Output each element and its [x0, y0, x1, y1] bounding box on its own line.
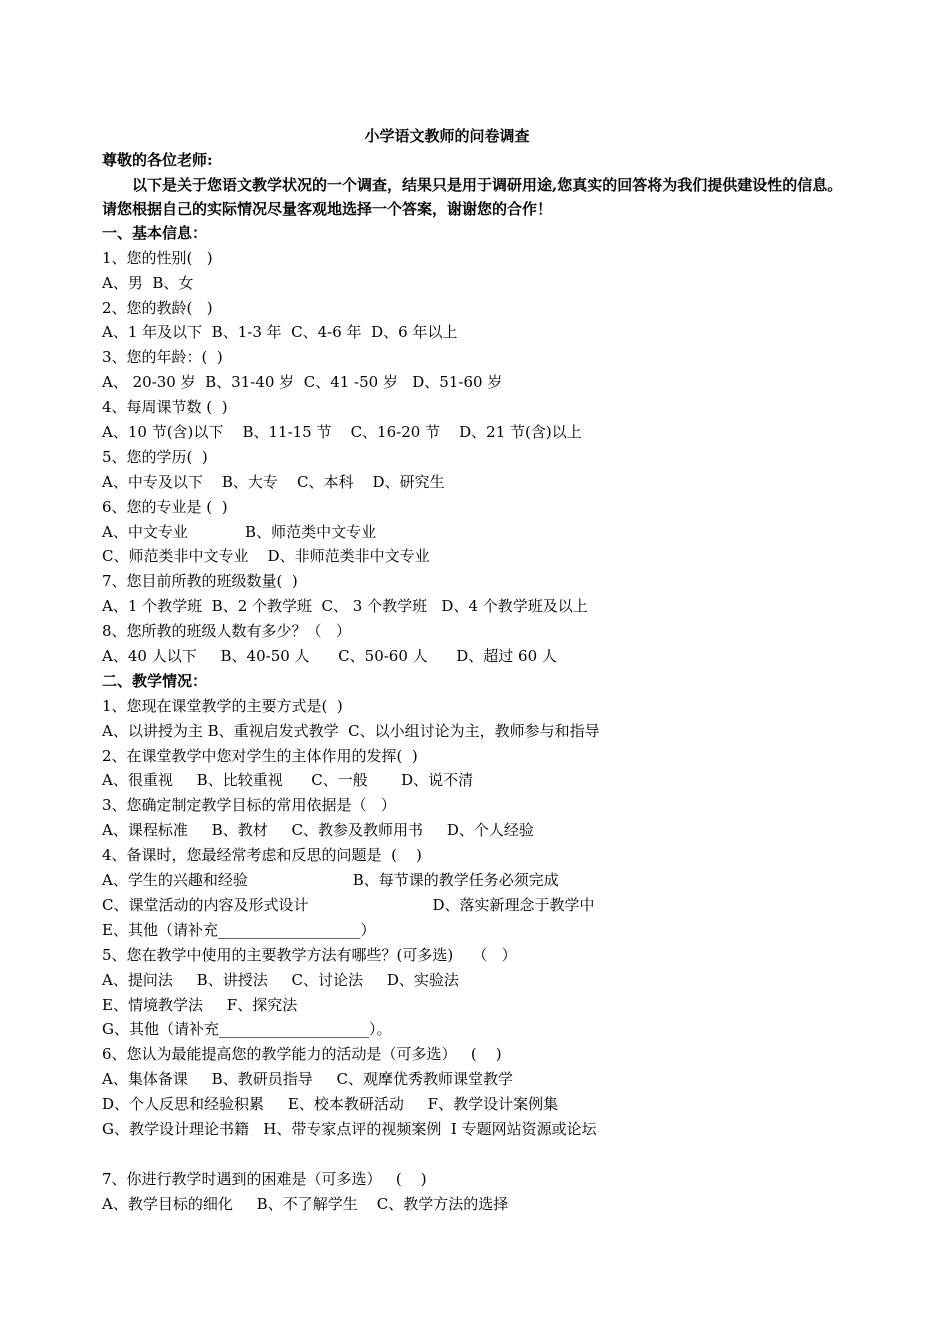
options-line: A、男 B、女 [102, 273, 194, 292]
question-line: 1、您现在课堂教学的主要方式是( ) [102, 696, 343, 715]
options-line: A、中专及以下 B、大专 C、本科 D、研究生 [102, 472, 445, 491]
options-line: A、1 个教学班 B、2 个教学班 C、 3 个教学班 D、4 个教学班及以上 [102, 597, 588, 616]
section-basic-info-heading: 一、基本信息： [102, 223, 208, 242]
basic-info-questions [102, 246, 862, 669]
question-line: 4、备课时，您最经常考虑和反思的问题是 ( ) [102, 846, 422, 865]
options-line: C、课堂活动的内容及形式设计 D、落实新理念于教学中 [102, 895, 595, 914]
question-line: 7、您目前所教的班级数量( ) [102, 572, 298, 591]
intro-paragraph: 以下是关于您语文教学状况的一个调查，结果只是用于调研用途,您真实的回答将为我们提供建设性的信息。请您根据自己的实际情况尽量客观地选择一个答案，谢谢您的合作！ [102, 175, 843, 218]
options-line: G、教学设计理论书籍 H、带专家点评的视频案例 I 专题网站资源或论坛 [102, 1119, 597, 1138]
options-line: A、学生的兴趣和经验 B、每节课的教学任务必须完成 [102, 871, 559, 890]
question-line: 7、你进行教学时遇到的困难是（可多选） ( ) [102, 1169, 427, 1188]
options-line: A、中文专业 B、师范类中文专业 [102, 522, 377, 541]
options-line: A、很重视 B、比较重视 C、一般 D、说不清 [102, 771, 474, 790]
section-teaching-heading: 二、教学情况： [102, 671, 208, 690]
options-line: A、 20-30 岁 B、31-40 岁 C、41 -50 岁 D、51-60 岁 [102, 373, 503, 392]
options-line: G、其他（请补充____________________）。 [102, 1020, 392, 1039]
question-line: 4、每周课节数 ( ) [102, 398, 228, 417]
document-page [102, 124, 862, 1217]
options-line: D、个人反思和经验积累 E、校本教研活动 F、教学设计案例集 [102, 1095, 559, 1114]
options-line: A、课程标准 B、教材 C、教参及教师用书 D、个人经验 [102, 821, 534, 840]
question-line: 5、您的学历( ) [102, 447, 208, 466]
options-line: A、教学目标的细化 B、不了解学生 C、教学方法的选择 [102, 1194, 509, 1213]
question-line: 2、您的教龄( ) [102, 298, 213, 317]
greeting: 尊敬的各位老师: [102, 151, 213, 169]
question-line: 6、您认为最能提高您的教学能力的活动是（可多选） ( ) [102, 1045, 502, 1064]
options-line: A、提问法 B、讲授法 C、讨论法 D、实验法 [102, 970, 459, 989]
question-line: 6、您的专业是 ( ) [102, 497, 228, 516]
options-line: A、10 节(含)以下 B、11-15 节 C、16-20 节 D、21 节(含)以上 [102, 423, 582, 442]
question-line: 3、您确定制定教学目标的常用依据是（ ） [102, 796, 396, 815]
question-line: 5、您在教学中使用的主要教学方法有哪些？(可多选) （ ） [102, 945, 517, 964]
question-line: 1、您的性别( ) [102, 248, 213, 267]
options-line: A、40 人以下 B、40-50 人 C、50-60 人 D、超过 60 人 [102, 647, 557, 666]
teaching-questions [102, 694, 862, 1217]
document-title: 小学语文教师的问卷调查 [364, 127, 530, 145]
blank-spacer [102, 1142, 862, 1167]
options-line: E、其他（请补充___________________） [102, 920, 376, 939]
options-line: A、1 年及以下 B、1-3 年 C、4-6 年 D、6 年以上 [102, 323, 458, 342]
options-line: A、以讲授为主 B、重视启发式教学 C、以小组讨论为主，教师参与和指导 [102, 721, 600, 740]
question-line: 8、您所教的班级人数有多少？（ ） [102, 622, 351, 641]
question-line: 2、在课堂教学中您对学生的主体作用的发挥( ) [102, 746, 418, 765]
options-line: E、情境教学法 F、探究法 [102, 995, 298, 1014]
options-line: C、师范类非中文专业 D、非师范类非中文专业 [102, 547, 430, 566]
question-line: 3、您的年龄：( ) [102, 348, 223, 367]
options-line: A、集体备课 B、教研员指导 C、观摩优秀教师课堂教学 [102, 1070, 514, 1089]
